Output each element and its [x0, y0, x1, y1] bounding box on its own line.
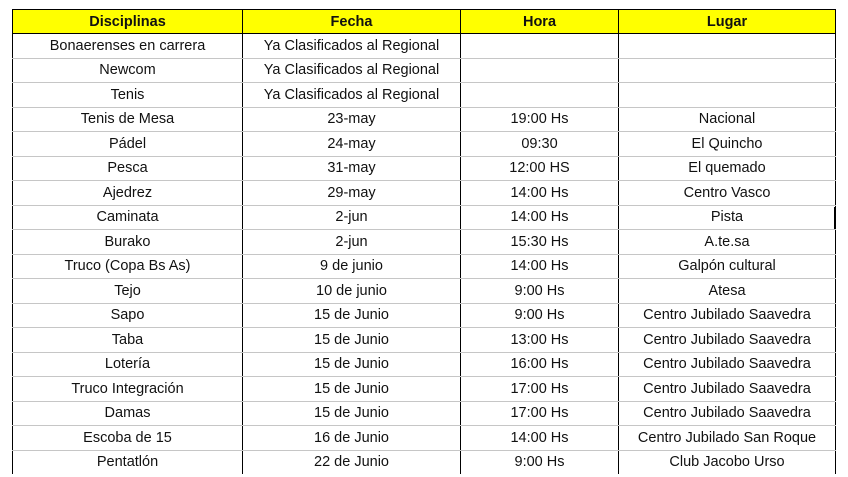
cell-fecha[interactable]: Ya Clasificados al Regional	[243, 83, 461, 108]
text-cursor	[834, 207, 835, 229]
cell-fecha[interactable]: 24-may	[243, 132, 461, 157]
cell-hora[interactable]: 09:30	[461, 132, 619, 157]
cell-fecha[interactable]: 9 de junio	[243, 254, 461, 279]
cell-lugar[interactable]	[619, 83, 836, 108]
cell-lugar[interactable]	[619, 34, 836, 59]
cell-fecha[interactable]: 15 de Junio	[243, 303, 461, 328]
cell-disciplina[interactable]: Tejo	[13, 279, 243, 304]
cell-hora[interactable]: 14:00 Hs	[461, 205, 619, 230]
cell-lugar[interactable]: El quemado	[619, 156, 836, 181]
cell-hora[interactable]: 17:00 Hs	[461, 401, 619, 426]
cell-lugar[interactable]: Centro Jubilado Saavedra	[619, 352, 836, 377]
cell-lugar[interactable]: Centro Jubilado Saavedra	[619, 303, 836, 328]
cell-disciplina[interactable]: Pádel	[13, 132, 243, 157]
cell-disciplina[interactable]: Ajedrez	[13, 181, 243, 206]
cell-fecha[interactable]: 2-jun	[243, 205, 461, 230]
table-header	[13, 10, 836, 34]
table-row	[13, 426, 836, 451]
cell-disciplina[interactable]: Sapo	[13, 303, 243, 328]
cell-hora[interactable]: 15:30 Hs	[461, 230, 619, 255]
cell-disciplina[interactable]: Tenis de Mesa	[13, 107, 243, 132]
table-body	[13, 34, 836, 475]
table-row	[13, 107, 836, 132]
cell-hora[interactable]: 14:00 Hs	[461, 254, 619, 279]
cell-hora[interactable]: 9:00 Hs	[461, 303, 619, 328]
cell-disciplina[interactable]: Lotería	[13, 352, 243, 377]
cell-fecha[interactable]: 10 de junio	[243, 279, 461, 304]
table-row	[13, 303, 836, 328]
cell-lugar[interactable]: Nacional	[619, 107, 836, 132]
cell-lugar[interactable]: Pista	[619, 205, 836, 230]
cell-hora[interactable]: 9:00 Hs	[461, 450, 619, 474]
header-lugar[interactable]: Lugar	[619, 10, 836, 34]
cell-disciplina[interactable]: Burako	[13, 230, 243, 255]
table-row	[13, 401, 836, 426]
cell-disciplina[interactable]: Taba	[13, 328, 243, 353]
cell-fecha[interactable]: 29-may	[243, 181, 461, 206]
schedule-table	[12, 9, 836, 474]
table-row	[13, 450, 836, 474]
table-row	[13, 230, 836, 255]
cell-disciplina[interactable]: Escoba de 15	[13, 426, 243, 451]
header-disciplinas[interactable]: Disciplinas	[13, 10, 243, 34]
table-row	[13, 279, 836, 304]
cell-hora[interactable]: 12:00 HS	[461, 156, 619, 181]
cell-disciplina[interactable]: Truco Integración	[13, 377, 243, 402]
table-row	[13, 205, 836, 230]
cell-disciplina[interactable]: Damas	[13, 401, 243, 426]
cell-fecha[interactable]: 15 de Junio	[243, 377, 461, 402]
cell-lugar[interactable]: Centro Jubilado Saavedra	[619, 328, 836, 353]
table-row	[13, 156, 836, 181]
cell-hora[interactable]: 14:00 Hs	[461, 426, 619, 451]
cell-disciplina[interactable]: Pentatlón	[13, 450, 243, 474]
cell-fecha[interactable]: 22 de Junio	[243, 450, 461, 474]
cell-lugar[interactable]: Club Jacobo Urso	[619, 450, 836, 474]
cell-hora[interactable]: 9:00 Hs	[461, 279, 619, 304]
cell-lugar[interactable]: Atesa	[619, 279, 836, 304]
cell-hora[interactable]: 17:00 Hs	[461, 377, 619, 402]
table-row	[13, 83, 836, 108]
cell-fecha[interactable]: Ya Clasificados al Regional	[243, 34, 461, 59]
header-hora[interactable]: Hora	[461, 10, 619, 34]
table-row	[13, 34, 836, 59]
cell-hora[interactable]: 16:00 Hs	[461, 352, 619, 377]
cell-fecha[interactable]: 2-jun	[243, 230, 461, 255]
table-row	[13, 328, 836, 353]
cell-fecha[interactable]: 15 de Junio	[243, 328, 461, 353]
cell-hora[interactable]: 14:00 Hs	[461, 181, 619, 206]
table-row	[13, 181, 836, 206]
cell-lugar[interactable]	[619, 58, 836, 83]
cell-hora[interactable]: 13:00 Hs	[461, 328, 619, 353]
cell-disciplina[interactable]: Pesca	[13, 156, 243, 181]
table-row	[13, 132, 836, 157]
table-row	[13, 377, 836, 402]
cell-fecha[interactable]: 31-may	[243, 156, 461, 181]
cell-lugar[interactable]: Centro Jubilado Saavedra	[619, 401, 836, 426]
cell-lugar[interactable]: Centro Jubilado Saavedra	[619, 377, 836, 402]
cell-disciplina[interactable]: Newcom	[13, 58, 243, 83]
cell-fecha[interactable]: 16 de Junio	[243, 426, 461, 451]
cell-disciplina[interactable]: Caminata	[13, 205, 243, 230]
header-fecha[interactable]: Fecha	[243, 10, 461, 34]
table-row	[13, 352, 836, 377]
header-row	[13, 10, 836, 34]
cell-hora[interactable]	[461, 34, 619, 59]
cell-lugar[interactable]: El Quincho	[619, 132, 836, 157]
cell-disciplina[interactable]: Bonaerenses en carrera	[13, 34, 243, 59]
cell-hora[interactable]	[461, 83, 619, 108]
cell-lugar[interactable]: Galpón cultural	[619, 254, 836, 279]
cell-fecha[interactable]: 15 de Junio	[243, 401, 461, 426]
cell-fecha[interactable]: 15 de Junio	[243, 352, 461, 377]
table-row	[13, 254, 836, 279]
cell-hora[interactable]: 19:00 Hs	[461, 107, 619, 132]
cell-disciplina[interactable]: Tenis	[13, 83, 243, 108]
cell-fecha[interactable]: Ya Clasificados al Regional	[243, 58, 461, 83]
cell-lugar[interactable]: Centro Vasco	[619, 181, 836, 206]
cell-lugar[interactable]: A.te.sa	[619, 230, 836, 255]
cell-disciplina[interactable]: Truco (Copa Bs As)	[13, 254, 243, 279]
table-row	[13, 58, 836, 83]
cell-fecha[interactable]: 23-may	[243, 107, 461, 132]
cell-lugar[interactable]: Centro Jubilado San Roque	[619, 426, 836, 451]
cell-hora[interactable]	[461, 58, 619, 83]
